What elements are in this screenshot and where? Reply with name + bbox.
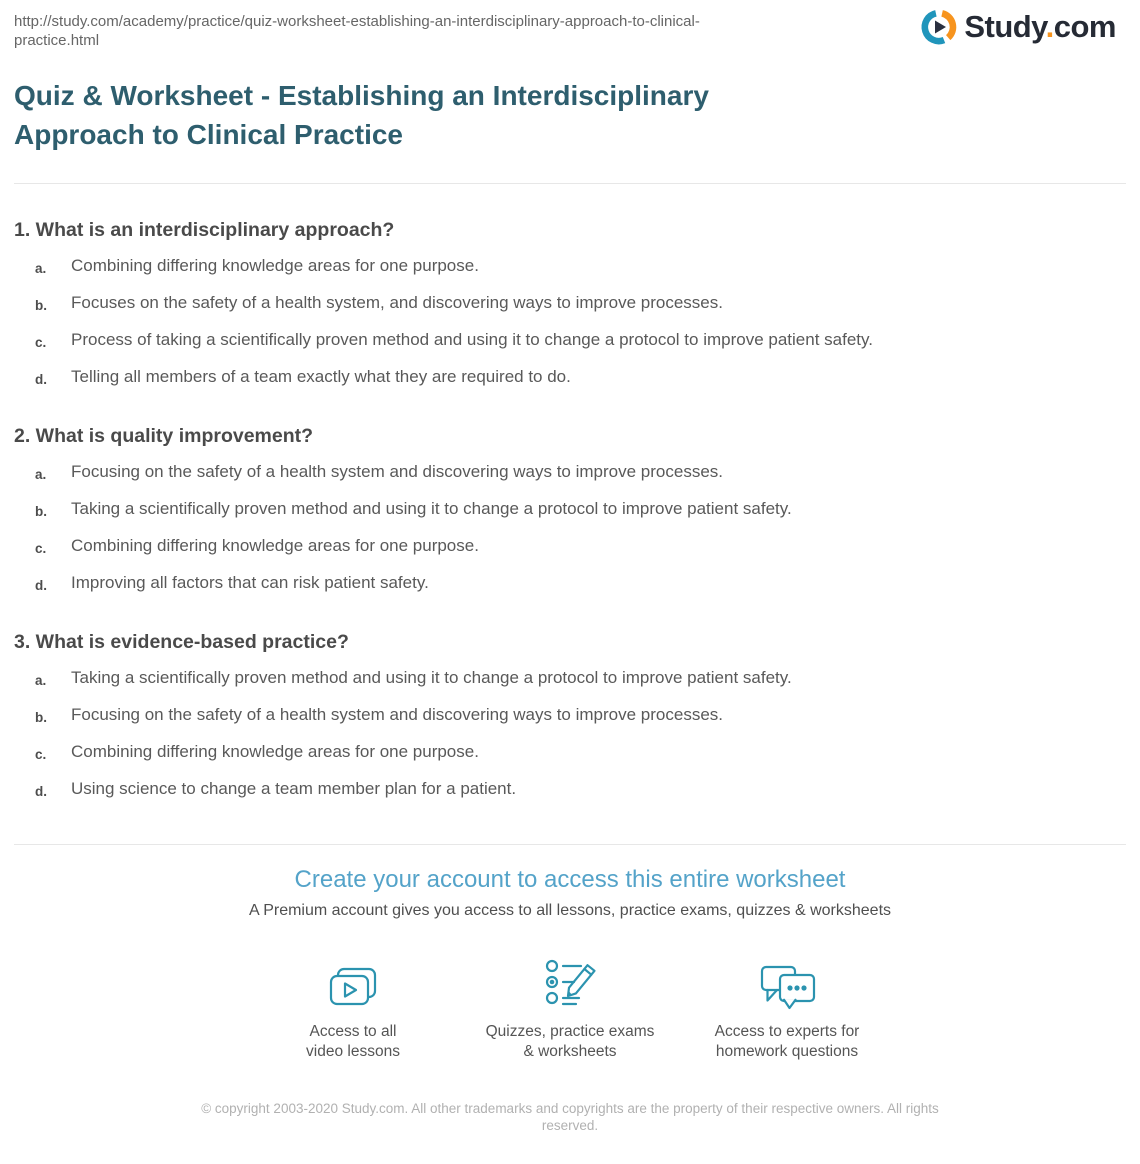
feature-quizzes-worksheets — [462, 952, 679, 1062]
page-header — [14, 0, 1126, 56]
option-letter: c. — [35, 335, 47, 350]
caption-line: video lessons — [306, 1043, 400, 1060]
copyright-notice — [14, 1100, 1126, 1164]
option-text: Combining differing knowledge areas for one purpose. — [71, 742, 479, 761]
cta-section — [14, 866, 1126, 1062]
divider-bottom — [14, 844, 1126, 845]
option-letter: a. — [35, 673, 47, 688]
features-row — [14, 952, 1126, 1062]
option-letter: b. — [35, 710, 47, 725]
cta-heading: Create your account to access this entire worksheet — [294, 866, 846, 893]
question-3-heading: 3. What is evidence-based practice? — [14, 631, 349, 653]
page-url — [14, 12, 774, 50]
logo-dot: . — [1045, 9, 1054, 44]
caption-line: homework questions — [715, 1043, 859, 1060]
feature-video-lessons — [245, 952, 462, 1062]
copyright-line1: © copyright 2003-2020 Study.com. All other trademarks and copyrights are the property of their respective owners. All rights — [201, 1101, 939, 1116]
question-2 — [14, 425, 1126, 596]
question-2-option-b[interactable] — [14, 499, 1126, 522]
option-text: Taking a scientifically proven method and using it to change a protocol to improve patient safety. — [71, 499, 792, 518]
question-2-option-a[interactable] — [14, 462, 1126, 485]
feature-caption — [245, 1022, 462, 1062]
feature-expert-chat — [679, 952, 896, 1062]
cta-subheading: A Premium account gives you access to all lessons, practice exams, quizzes & worksheets — [248, 902, 892, 919]
option-letter: b. — [35, 298, 47, 313]
question-1-option-c[interactable] — [14, 330, 1126, 353]
studycom-logo-icon — [920, 8, 958, 46]
page-title — [14, 76, 1126, 154]
option-text: Process of taking a scientifically proven method and using it to change a protocol to improve patient safety. — [71, 330, 873, 349]
option-letter: c. — [35, 747, 47, 762]
caption-line: Access to all — [309, 1023, 397, 1040]
option-text: Focusing on the safety of a health system and discovering ways to improve processes. — [71, 705, 723, 724]
question-2-heading: 2. What is quality improvement? — [14, 425, 314, 447]
option-text: Combining differing knowledge areas for one purpose. — [71, 536, 479, 555]
option-letter: a. — [35, 261, 47, 276]
page-title-line2: Approach to Clinical Practice — [14, 119, 403, 150]
option-letter: b. — [35, 504, 47, 519]
studycom-logo-text — [964, 9, 1116, 45]
divider-top — [14, 183, 1126, 184]
option-letter: d. — [35, 578, 47, 593]
question-1 — [14, 219, 1126, 390]
caption-line: & worksheets — [523, 1043, 617, 1060]
option-text: Telling all members of a team exactly what they are required to do. — [71, 367, 571, 386]
page-url-line1: http://study.com/academy/practice/quiz-worksheet-establishing-an-interdisciplinary-approach-to-clinical- — [14, 13, 700, 30]
question-2-option-d[interactable] — [14, 573, 1126, 596]
question-3-option-b[interactable] — [14, 705, 1126, 728]
quizzes-worksheets-icon — [462, 952, 679, 1012]
feature-caption — [462, 1022, 679, 1062]
video-lessons-icon — [245, 952, 462, 1012]
question-1-option-b[interactable] — [14, 293, 1126, 316]
question-2-option-c[interactable] — [14, 536, 1126, 559]
page-title-line1: Quiz & Worksheet - Establishing an Interdisciplinary — [14, 80, 709, 111]
question-3-option-d[interactable] — [14, 779, 1126, 802]
option-text: Combining differing knowledge areas for one purpose. — [71, 256, 479, 275]
question-3-option-a[interactable] — [14, 668, 1126, 691]
option-text: Taking a scientifically proven method and using it to change a protocol to improve patient safety. — [71, 668, 792, 687]
expert-chat-icon — [679, 952, 896, 1012]
question-3 — [14, 631, 1126, 802]
copyright-line2: reserved. — [541, 1118, 599, 1133]
option-text: Focuses on the safety of a health system, and discovering ways to improve processes. — [71, 293, 723, 312]
option-letter: d. — [35, 372, 47, 387]
feature-caption — [679, 1022, 896, 1062]
option-letter: d. — [35, 784, 47, 799]
option-text: Improving all factors that can risk patient safety. — [71, 573, 429, 592]
option-text: Using science to change a team member plan for a patient. — [71, 779, 517, 798]
caption-line: Access to experts for — [714, 1023, 860, 1040]
question-1-option-d[interactable] — [14, 367, 1126, 390]
caption-line: Quizzes, practice exams — [485, 1023, 655, 1040]
logo-study: Study — [964, 9, 1046, 44]
option-letter: a. — [35, 467, 47, 482]
logo-com: com — [1053, 9, 1116, 44]
question-1-option-a[interactable] — [14, 256, 1126, 279]
question-1-heading: 1. What is an interdisciplinary approach? — [14, 219, 395, 241]
studycom-logo[interactable] — [920, 8, 1116, 46]
question-3-option-c[interactable] — [14, 742, 1126, 765]
page-url-line2: practice.html — [14, 32, 100, 49]
option-text: Focusing on the safety of a health system and discovering ways to improve processes. — [71, 462, 723, 481]
option-letter: c. — [35, 541, 47, 556]
